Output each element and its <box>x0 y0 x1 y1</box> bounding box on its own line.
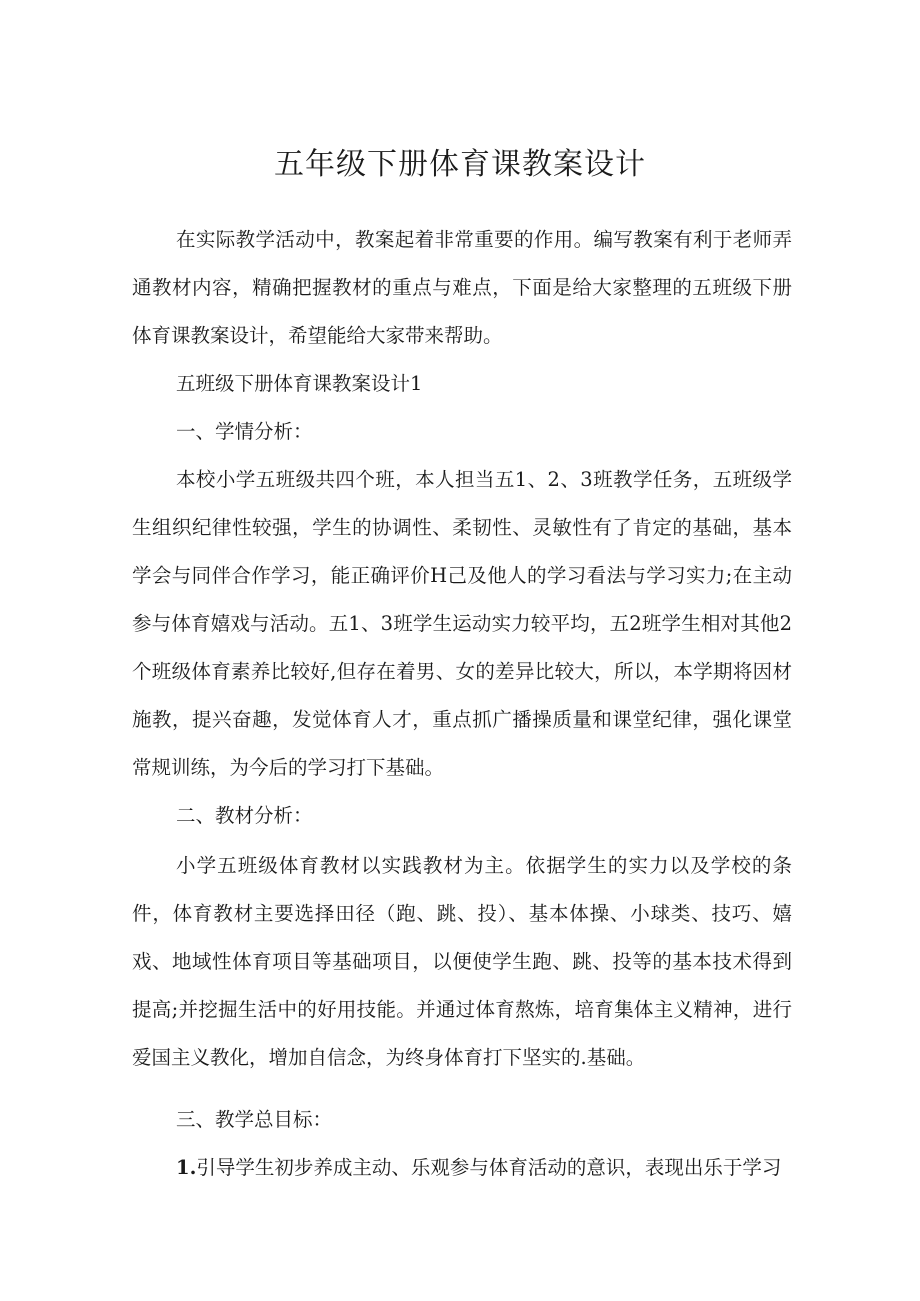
subheading: 五班级下册体育课教案设计1 <box>176 372 423 395</box>
section3-heading: 三、教学总目标： <box>176 1108 333 1131</box>
intro-paragraph: 在实际教学活动中，教案起着非常重要的作用。编写教案有利于老师弄通教材内容，精确把握教材的重点与难点，下面是给大家整理的五班级下册体育课教案设计，希望能给大家带来帮助。 <box>132 228 792 347</box>
section1-body: 本校小学五班级共四个班，本人担当五1、2、3班教学任务，五班级学生组织纪律性较强，学生的协调性、柔韧性、灵敏性有了肯定的基础，基本学会与同伴合作学习，能正确评价H己及他人的学习看法与学习实力;在主动参与体育嬉戏与活动。五1、3班学生运动实力较平均，五2班学生相对其他2个班级体育素养比较好,但存在着男、女的差异比较大，所以，本学期将因材施教，提兴奋趣，发觉体育人才，重点抓广播操质量和课堂纪律，强化课堂常规训练，为今后的学习打下基础。 <box>132 468 792 779</box>
section2-body: 小学五班级体育教材以实践教材为主。依据学生的实力以及学校的条件，体育教材主要选择田径（跑、跳、投）、基本体操、小球类、技巧、嬉戏、地域性体育项目等基础项目，以便使学生跑、跳、投等的基本技术得到提高;并挖掘生活中的好用技能。并通过体育熬炼，培育集体主义精神，进行爱国主义教化，增加自信念，为终身体育打下坚实的.基础。 <box>132 854 792 1069</box>
document-title: 五年级下册体育课教案设计 <box>274 147 646 182</box>
goal-1 <box>176 1144 781 1192</box>
section1-heading: 一、学情分析： <box>176 420 313 443</box>
goal-1-number: 1. <box>176 1156 197 1179</box>
goal-1-text: 引导学生初步养成主动、乐观参与体育活动的意识，表现出乐于学习 <box>196 1156 782 1179</box>
section2-heading: 二、教材分析： <box>176 804 313 827</box>
